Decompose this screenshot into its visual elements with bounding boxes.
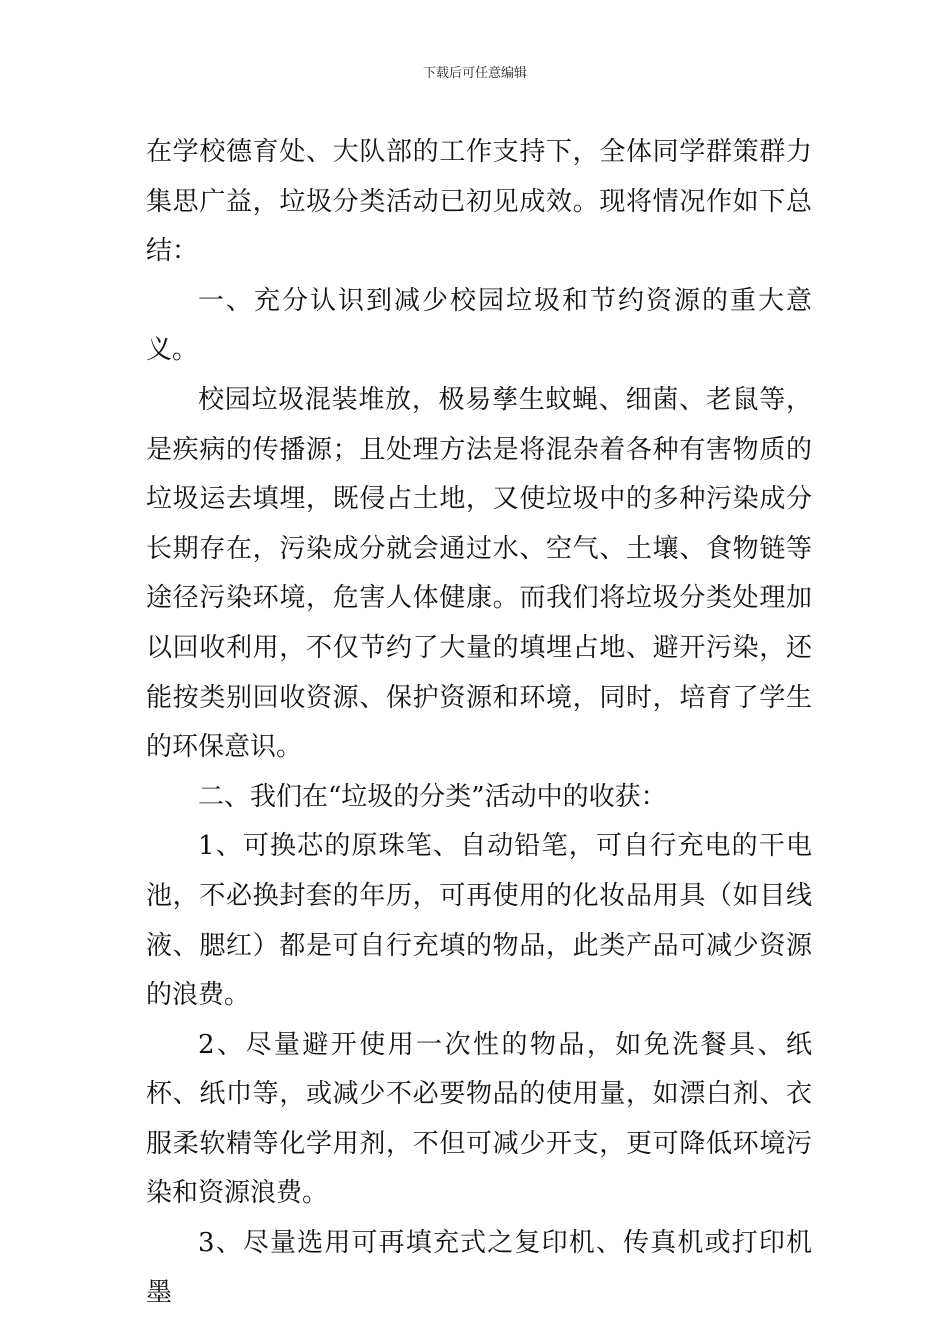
paragraph-item-3: 3、尽量选用可再填充式之复印机、传真机或打印机墨 [146, 1228, 812, 1308]
paragraph-section-1-heading: 一、充分认识到减少校园垃圾和节约资源的重大意义。 [146, 285, 812, 366]
paragraph-item-2: 2、尽量避开使用一次性的物品，如免洗餐具、纸杯、纸巾等，或减少不必要物品的使用量，如漂白剂、衣服柔软精等化学用剂，不但可减少开支，更可降低环境污染和资源浪费。 [146, 1029, 812, 1209]
paragraph-intro: 在学校德育处、大队部的工作支持下，全体同学群策群力集思广益，垃圾分类活动已初见成效。现将情况作如下总结： [146, 137, 812, 267]
document-body [146, 128, 812, 1318]
paragraph-section-1-body: 校园垃圾混装堆放，极易孳生蚊蝇、细菌、老鼠等，是疾病的传播源；且处理方法是将混杂着各种有害物质的垃圾运去填埋，既侵占土地，又使垃圾中的多种污染成分长期存在，污染成分就会通过水、空气、土壤、食物链等途径污染环境，危害人体健康。而我们将垃圾分类处理加以回收利用，不仅节约了大量的填埋占地、避开污染，还能按类别回收资源、保护资源和环境，同时，培育了学生的环保意识。 [146, 384, 812, 763]
page-header: 下载后可任意编辑 [422, 66, 527, 81]
paragraph-item-1: 1、可换芯的原珠笔、自动铅笔，可自行充电的干电池，不必换封套的年历，可再使用的化妆品用具（如目线液、腮红）都是可自行充填的物品，此类产品可减少资源的浪费。 [146, 831, 812, 1011]
paragraph-section-2-heading: 二、我们在“垃圾的分类”活动中的收获： [198, 781, 667, 812]
